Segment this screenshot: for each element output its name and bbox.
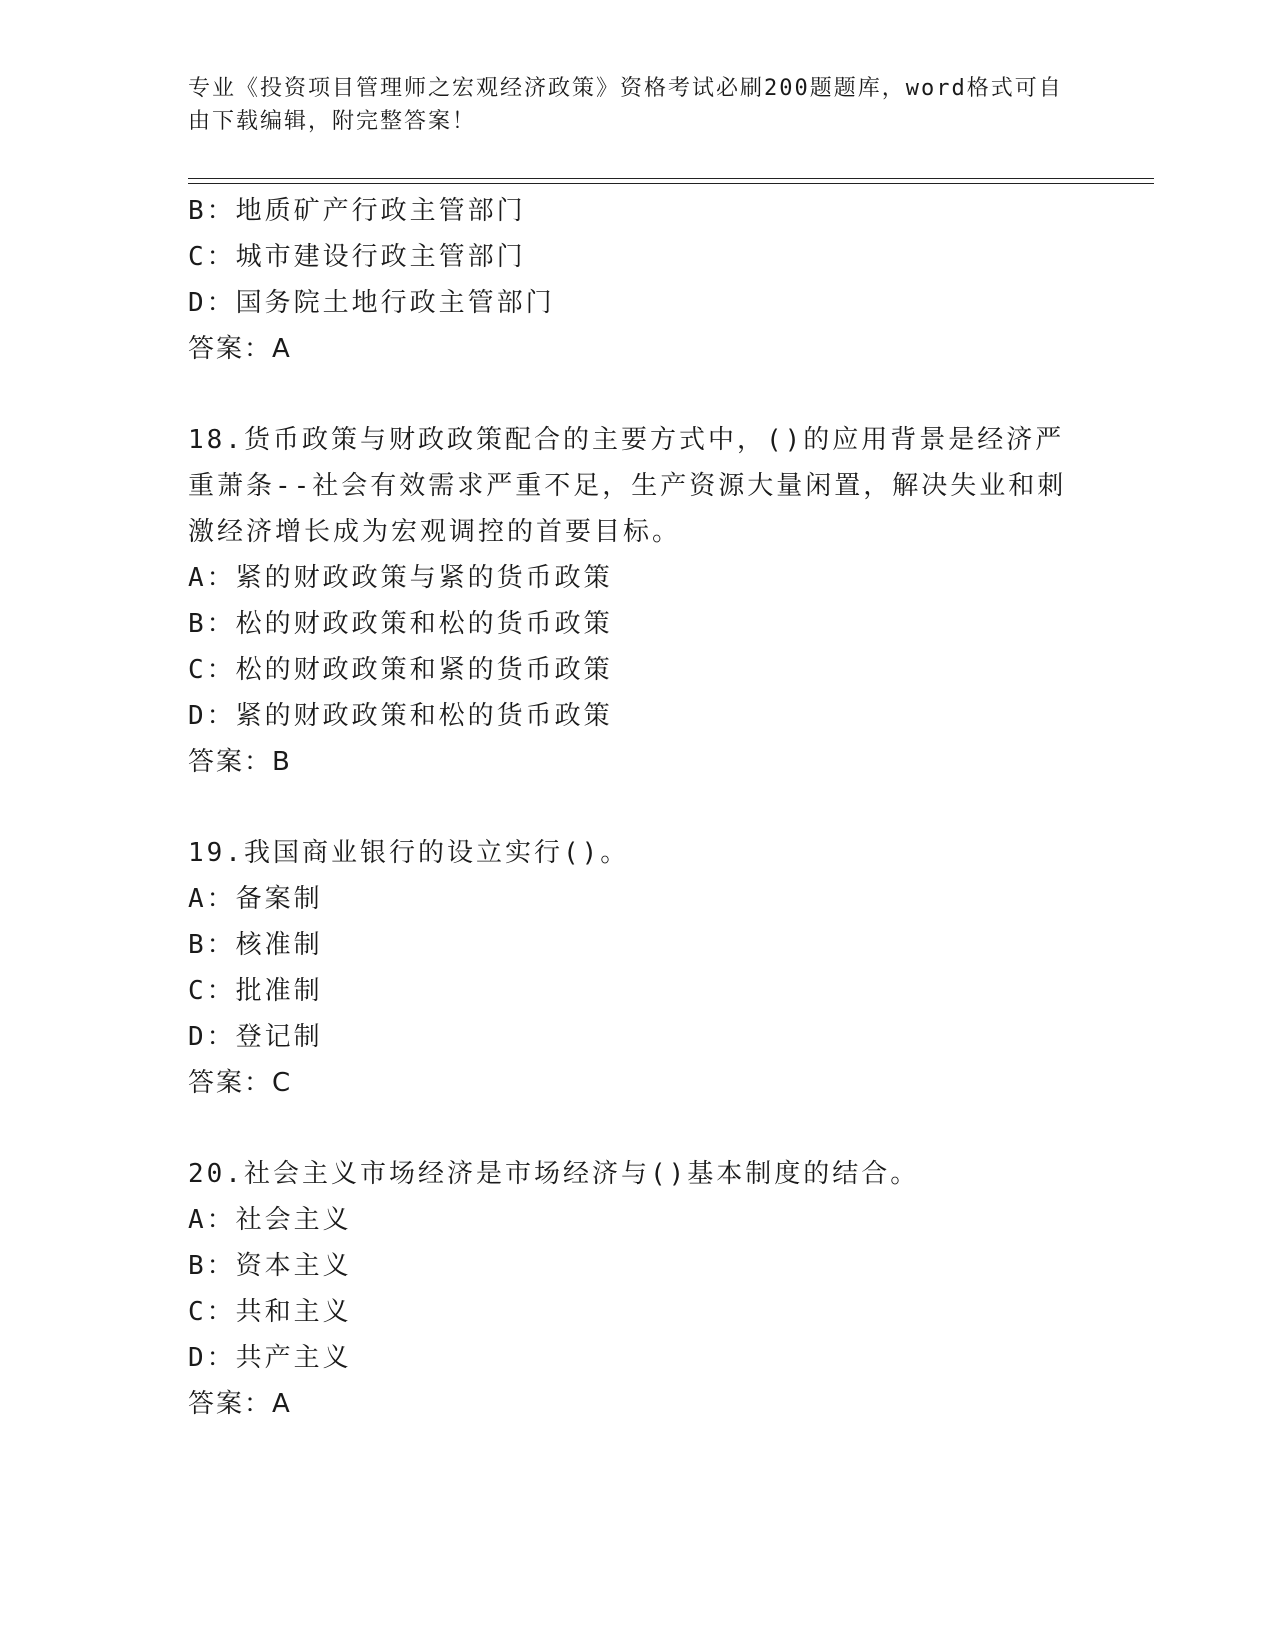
option-d: D：共产主义 — [188, 1343, 352, 1373]
option-c: C：松的财政政策和紧的货币政策 — [188, 655, 613, 685]
option-b: B：资本主义 — [188, 1251, 352, 1281]
option-b: B：核准制 — [188, 930, 323, 960]
question-title: 19.我国商业银行的设立实行()。 — [188, 838, 630, 868]
spacer — [188, 372, 1088, 417]
question-list — [188, 188, 1088, 1427]
answer-text: 答案：C — [188, 1068, 293, 1098]
option-b: B：松的财政政策和松的货币政策 — [188, 609, 613, 639]
question-17-continuation — [188, 188, 1088, 372]
header-divider-bottom — [188, 183, 1154, 184]
document-header: 专业《投资项目管理师之宏观经济政策》资格考试必刷200题题库，word格式可自由下载编辑，附完整答案！ — [188, 76, 1063, 134]
option-c: C：批准制 — [188, 976, 323, 1006]
question-19 — [188, 830, 1088, 1106]
answer-text: 答案：B — [188, 747, 292, 777]
option-a: A：备案制 — [188, 884, 323, 914]
header-divider-top — [188, 178, 1154, 179]
question-title: 18.货币政策与财政政策配合的主要方式中，()的应用背景是经济严重萧条--社会有效需求严重不足，生产资源大量闲置，解决失业和刺激经济增长成为宏观调控的首要目标。 — [188, 425, 1067, 547]
answer-text: 答案：A — [188, 334, 292, 364]
spacer — [188, 785, 1088, 830]
spacer — [188, 1106, 1088, 1151]
question-title: 20.社会主义市场经济是市场经济与()基本制度的结合。 — [188, 1159, 920, 1189]
option-a: A：社会主义 — [188, 1205, 352, 1235]
answer-text: 答案：A — [188, 1389, 292, 1419]
option-c: C：共和主义 — [188, 1297, 352, 1327]
option-a: A：紧的财政政策与紧的货币政策 — [188, 563, 613, 593]
option-d: D：紧的财政政策和松的货币政策 — [188, 701, 613, 731]
option-b: B：地质矿产行政主管部门 — [188, 196, 526, 226]
question-20 — [188, 1151, 1088, 1427]
option-d: D：登记制 — [188, 1022, 323, 1052]
option-c: C：城市建设行政主管部门 — [188, 242, 526, 272]
question-18 — [188, 417, 1088, 785]
option-d: D：国务院土地行政主管部门 — [188, 288, 555, 318]
